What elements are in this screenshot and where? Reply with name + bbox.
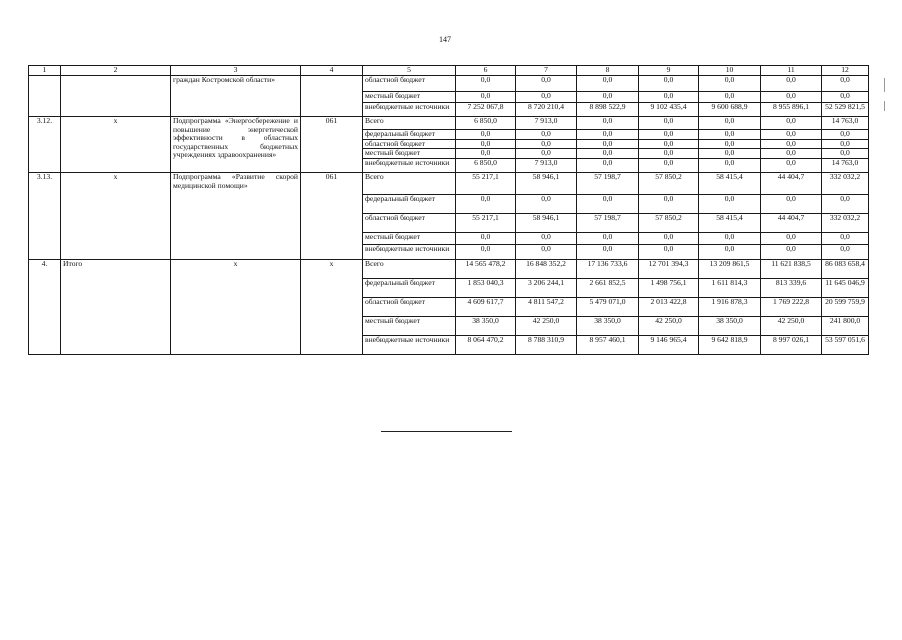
value-cell: 3 206 244,1: [516, 279, 577, 298]
executor-cell: х: [61, 173, 171, 260]
value-cell: 0,0: [699, 139, 761, 149]
value-cell: 0,0: [516, 76, 577, 92]
value-cell: 8 955 896,1: [761, 103, 822, 117]
value-cell: 813 339,6: [761, 279, 822, 298]
value-cell: 38 350,0: [456, 317, 516, 336]
value-cell: 0,0: [639, 195, 699, 214]
page-number: 147: [439, 35, 451, 44]
value-cell: 0,0: [456, 92, 516, 103]
value-cell: 9 600 688,9: [699, 103, 761, 117]
column-number-cell: 7: [516, 66, 577, 76]
value-cell: 0,0: [516, 195, 577, 214]
value-cell: 0,0: [699, 76, 761, 92]
value-cell: 0,0: [639, 245, 699, 260]
value-cell: 0,0: [456, 195, 516, 214]
value-cell: 14 763,0: [822, 159, 869, 173]
value-cell: 0,0: [577, 149, 639, 159]
code-cell: х: [301, 260, 363, 355]
funding-source-cell: областной бюджет: [363, 76, 456, 92]
funding-source-cell: внебюджетные источники: [363, 159, 456, 173]
item-number-cell: [29, 76, 61, 117]
value-cell: 1 611 814,3: [699, 279, 761, 298]
funding-source-cell: областной бюджет: [363, 298, 456, 317]
executor-cell: х: [61, 117, 171, 173]
value-cell: 57 198,7: [577, 214, 639, 233]
value-cell: 0,0: [516, 130, 577, 140]
item-number-cell: 3.13.: [29, 173, 61, 260]
value-cell: 0,0: [699, 159, 761, 173]
value-cell: 0,0: [577, 159, 639, 173]
value-cell: 1 769 222,8: [761, 298, 822, 317]
value-cell: 7 913,0: [516, 117, 577, 130]
value-cell: 7 913,0: [516, 159, 577, 173]
value-cell: 0,0: [699, 130, 761, 140]
value-cell: 0,0: [639, 130, 699, 140]
scan-mark: [884, 78, 885, 92]
scan-mark: [884, 101, 885, 111]
value-cell: 42 250,0: [761, 317, 822, 336]
value-cell: 0,0: [456, 233, 516, 245]
value-cell: 0,0: [577, 245, 639, 260]
value-cell: 0,0: [761, 139, 822, 149]
value-cell: 0,0: [639, 159, 699, 173]
value-cell: 0,0: [822, 139, 869, 149]
value-cell: 20 599 759,9: [822, 298, 869, 317]
value-cell: 0,0: [456, 245, 516, 260]
value-cell: 4 609 617,7: [456, 298, 516, 317]
item-number-cell: 3.12.: [29, 117, 61, 173]
value-cell: 0,0: [822, 245, 869, 260]
value-cell: 0,0: [577, 195, 639, 214]
value-cell: 8 898 522,9: [577, 103, 639, 117]
value-cell: 0,0: [699, 233, 761, 245]
value-cell: 58 946,1: [516, 173, 577, 195]
value-cell: 0,0: [761, 149, 822, 159]
value-cell: 0,0: [699, 92, 761, 103]
program-name-cell: граждан Костромской области»: [171, 76, 301, 117]
value-cell: 14 565 478,2: [456, 260, 516, 279]
value-cell: 9 642 818,9: [699, 336, 761, 355]
program-name-cell: Подпрограмма «Развитие скорой медицинской помощи»: [171, 173, 301, 260]
funding-source-cell: внебюджетные источники: [363, 336, 456, 355]
funding-source-cell: федеральный бюджет: [363, 130, 456, 140]
value-cell: 0,0: [761, 76, 822, 92]
value-cell: 16 848 352,2: [516, 260, 577, 279]
value-cell: 0,0: [516, 139, 577, 149]
value-cell: 0,0: [699, 117, 761, 130]
value-cell: 241 800,0: [822, 317, 869, 336]
separator-line: [381, 431, 512, 432]
column-number-cell: 12: [822, 66, 869, 76]
value-cell: 38 350,0: [699, 317, 761, 336]
value-cell: 0,0: [577, 130, 639, 140]
value-cell: 2 013 422,8: [639, 298, 699, 317]
value-cell: 38 350,0: [577, 317, 639, 336]
column-number-cell: 8: [577, 66, 639, 76]
value-cell: 58 415,4: [699, 173, 761, 195]
funding-source-cell: местный бюджет: [363, 92, 456, 103]
value-cell: 4 811 547,2: [516, 298, 577, 317]
value-cell: 332 032,2: [822, 173, 869, 195]
value-cell: 57 850,2: [639, 214, 699, 233]
value-cell: 332 032,2: [822, 214, 869, 233]
value-cell: 0,0: [639, 117, 699, 130]
column-number-row: [29, 66, 869, 76]
funding-source-cell: федеральный бюджет: [363, 195, 456, 214]
value-cell: 0,0: [822, 149, 869, 159]
value-cell: 0,0: [761, 195, 822, 214]
value-cell: 8 788 310,9: [516, 336, 577, 355]
value-cell: 13 209 861,5: [699, 260, 761, 279]
value-cell: 0,0: [516, 245, 577, 260]
value-cell: 0,0: [761, 92, 822, 103]
code-cell: [301, 76, 363, 117]
code-cell: 061: [301, 117, 363, 173]
value-cell: 11 621 838,5: [761, 260, 822, 279]
funding-source-cell: областной бюджет: [363, 214, 456, 233]
value-cell: 0,0: [822, 195, 869, 214]
value-cell: 0,0: [822, 76, 869, 92]
funding-source-cell: федеральный бюджет: [363, 279, 456, 298]
value-cell: 0,0: [699, 245, 761, 260]
value-cell: 0,0: [761, 117, 822, 130]
value-cell: 55 217,1: [456, 173, 516, 195]
funding-source-cell: Всего: [363, 173, 456, 195]
value-cell: 58 946,1: [516, 214, 577, 233]
executor-cell: [61, 76, 171, 117]
value-cell: 0,0: [516, 149, 577, 159]
column-number-cell: 1: [29, 66, 61, 76]
value-cell: 7 252 067,8: [456, 103, 516, 117]
value-cell: 52 529 821,5: [822, 103, 869, 117]
value-cell: 58 415,4: [699, 214, 761, 233]
value-cell: 1 853 040,3: [456, 279, 516, 298]
value-cell: 0,0: [577, 76, 639, 92]
value-cell: 6 850,0: [456, 159, 516, 173]
column-number-cell: 11: [761, 66, 822, 76]
value-cell: 14 763,0: [822, 117, 869, 130]
budget-table: [28, 65, 869, 355]
column-number-cell: 4: [301, 66, 363, 76]
value-cell: 5 479 071,0: [577, 298, 639, 317]
value-cell: 17 136 733,6: [577, 260, 639, 279]
value-cell: 0,0: [761, 159, 822, 173]
column-number-cell: 10: [699, 66, 761, 76]
value-cell: 0,0: [639, 149, 699, 159]
value-cell: 0,0: [516, 92, 577, 103]
value-cell: 0,0: [761, 130, 822, 140]
value-cell: 44 404,7: [761, 173, 822, 195]
item-number-cell: 4.: [29, 260, 61, 355]
value-cell: 1 916 878,3: [699, 298, 761, 317]
value-cell: 8 064 470,2: [456, 336, 516, 355]
table-row: [29, 173, 869, 195]
table-row: [29, 260, 869, 279]
value-cell: 0,0: [761, 233, 822, 245]
value-cell: 0,0: [639, 139, 699, 149]
value-cell: 0,0: [699, 195, 761, 214]
value-cell: 2 661 852,5: [577, 279, 639, 298]
value-cell: 0,0: [577, 233, 639, 245]
funding-source-cell: внебюджетные источники: [363, 103, 456, 117]
value-cell: 6 850,0: [456, 117, 516, 130]
value-cell: 8 997 026,1: [761, 336, 822, 355]
column-number-cell: 2: [61, 66, 171, 76]
value-cell: 8 957 460,1: [577, 336, 639, 355]
value-cell: 12 701 394,3: [639, 260, 699, 279]
value-cell: 42 250,0: [516, 317, 577, 336]
value-cell: 0,0: [516, 233, 577, 245]
value-cell: 0,0: [639, 76, 699, 92]
funding-source-cell: местный бюджет: [363, 317, 456, 336]
program-name-cell: х: [171, 260, 301, 355]
value-cell: 0,0: [456, 76, 516, 92]
code-cell: 061: [301, 173, 363, 260]
value-cell: 57 198,7: [577, 173, 639, 195]
value-cell: 42 250,0: [639, 317, 699, 336]
value-cell: 0,0: [456, 149, 516, 159]
value-cell: 8 720 210,4: [516, 103, 577, 117]
funding-source-cell: Всего: [363, 117, 456, 130]
column-number-cell: 3: [171, 66, 301, 76]
value-cell: 55 217,1: [456, 214, 516, 233]
column-number-cell: 9: [639, 66, 699, 76]
value-cell: 0,0: [577, 117, 639, 130]
funding-source-cell: областной бюджет: [363, 139, 456, 149]
value-cell: 53 597 051,6: [822, 336, 869, 355]
funding-source-cell: местный бюджет: [363, 233, 456, 245]
value-cell: 11 645 046,9: [822, 279, 869, 298]
value-cell: 0,0: [699, 149, 761, 159]
value-cell: 9 102 435,4: [639, 103, 699, 117]
value-cell: 0,0: [577, 139, 639, 149]
value-cell: 0,0: [822, 92, 869, 103]
column-number-cell: 5: [363, 66, 456, 76]
funding-source-cell: Всего: [363, 260, 456, 279]
column-number-cell: 6: [456, 66, 516, 76]
value-cell: 0,0: [822, 233, 869, 245]
value-cell: 0,0: [639, 92, 699, 103]
value-cell: 9 146 965,4: [639, 336, 699, 355]
value-cell: 86 083 658,4: [822, 260, 869, 279]
executor-cell: Итого: [61, 260, 171, 355]
value-cell: 0,0: [577, 92, 639, 103]
value-cell: 0,0: [639, 233, 699, 245]
table-row: [29, 117, 869, 130]
table-body: [29, 66, 869, 355]
value-cell: 0,0: [822, 130, 869, 140]
funding-source-cell: внебюджетные источники: [363, 245, 456, 260]
value-cell: 44 404,7: [761, 214, 822, 233]
value-cell: 0,0: [456, 139, 516, 149]
value-cell: 1 498 756,1: [639, 279, 699, 298]
value-cell: 57 850,2: [639, 173, 699, 195]
table-row: [29, 76, 869, 92]
value-cell: 0,0: [456, 130, 516, 140]
program-name-cell: Подпрограмма «Энергосбережение и повышение энергетической эффективности в областных государственных бюджетных учреждениях здравоохранения»: [171, 117, 301, 173]
value-cell: 0,0: [761, 245, 822, 260]
funding-source-cell: местный бюджет: [363, 149, 456, 159]
